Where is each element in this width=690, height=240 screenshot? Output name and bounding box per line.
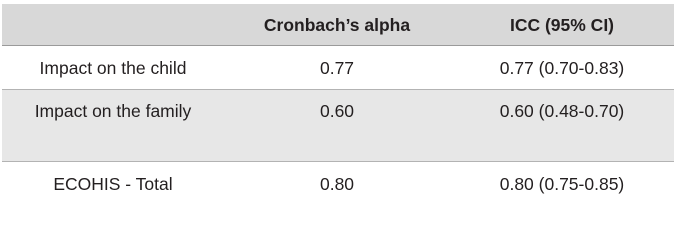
- cronbachs-alpha-value: 0.77: [319, 57, 355, 78]
- results-table: [2, 4, 674, 206]
- header-cell-empty: [2, 4, 224, 45]
- header-icc: ICC (95% CI): [509, 14, 615, 35]
- icc-value: 0.80 (0.75-0.85): [499, 174, 625, 194]
- table-row: [2, 46, 674, 90]
- icc-value: 0.77 (0.70-0.83): [499, 57, 625, 78]
- cronbachs-alpha-value: 0.60: [319, 101, 355, 121]
- table-row: [2, 90, 674, 162]
- table-header-row: [2, 4, 674, 46]
- icc-value: 0.60 (0.48-0.70): [499, 101, 625, 121]
- table-row: [2, 162, 674, 206]
- cronbachs-alpha-value: 0.80: [319, 174, 355, 194]
- row-label: Impact on the child: [39, 57, 187, 78]
- row-label: ECOHIS - Total: [53, 174, 173, 194]
- row-label: [2, 90, 224, 161]
- header-cronbachs-alpha: Cronbach’s alpha: [263, 14, 411, 35]
- row-label-text: Impact on the family: [34, 101, 192, 121]
